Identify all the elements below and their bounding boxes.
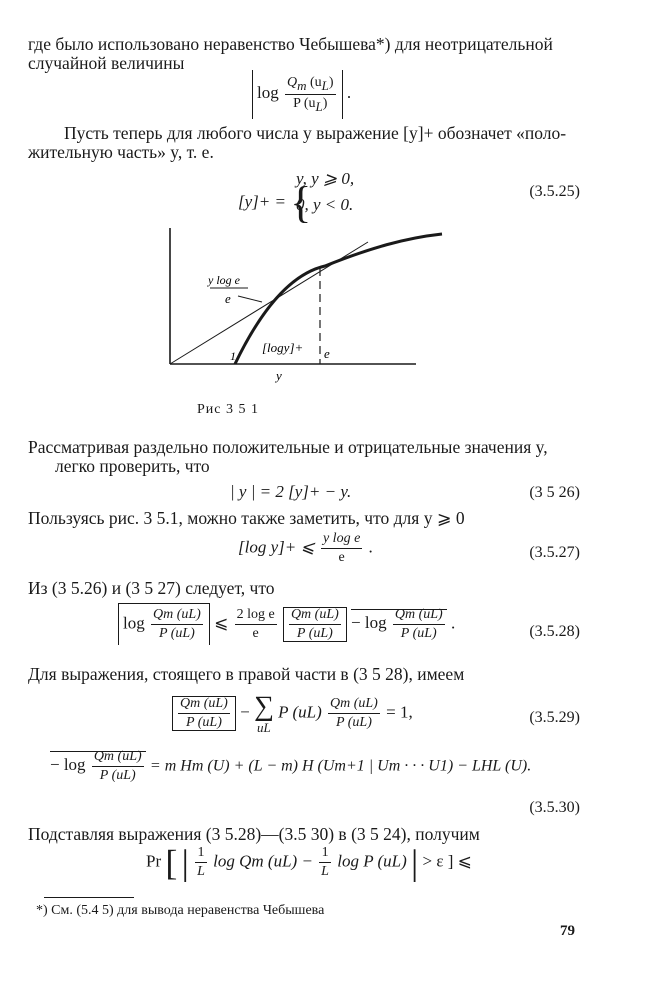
eq3525-case-1: y, y ⩾ 0, (296, 169, 355, 188)
eqfinal-log-p: log P (uL) (337, 851, 407, 871)
eq3529-minus: − (240, 702, 250, 722)
intro-line-1: где было использовано неравенство Чебышева*) для неотрицательной (28, 34, 553, 54)
eq3528-frac-num-3: Qm (uL) (393, 608, 445, 625)
eq3527-number: (3.5.27) (529, 544, 580, 561)
eqfinal-close-abs: | (411, 842, 419, 883)
para2-line-1: Пусть теперь для любого числа y выражение [y]+ обозначет «поло- (64, 123, 567, 143)
fig-label-ylog-den: e (225, 291, 231, 306)
eq3528-frac-den-2: P (uL) (296, 626, 333, 641)
eq3528-frac-num-1: Qm (uL) (151, 608, 203, 625)
eqfinal-one-b: 1 (319, 846, 331, 863)
eqfinal-pr: Pr (146, 851, 162, 871)
eq3526-number: (3 5 26) (529, 484, 580, 501)
eqfinal-log-q: log Qm (uL) − (213, 851, 313, 871)
eq-abs-num-arg-close: ) (328, 75, 334, 90)
fig-label-ylog-num: y log e (208, 273, 240, 287)
eq3529-frac-den-2: P (uL) (335, 715, 372, 730)
eq3529-p-term: P (uL) (278, 702, 322, 722)
equation-3-5-29 (172, 693, 413, 734)
eq3528-frac-den-1: P (uL) (158, 626, 195, 641)
eq3529-frac-num-2: Qm (uL) (328, 697, 380, 714)
eq3528-log: log (123, 613, 145, 633)
eq3530-frac-den: P (uL) (99, 768, 136, 783)
eq3529-frac-den-1: P (uL) (185, 715, 222, 730)
eq-abs-trail: . (346, 83, 352, 103)
eq3530-frac-num: Qm (uL) (92, 750, 144, 767)
eq-abs-num-arg-sub: L (321, 77, 329, 93)
figure-caption: Рис 3 5 1 (197, 402, 259, 417)
eq3525-case-2: 0, y < 0. (296, 195, 354, 214)
eq3530-minus-log: − log (50, 755, 86, 775)
equation-3-5-28 (118, 603, 455, 645)
equation-3-5-27 (238, 532, 373, 565)
eq3528-leq: ⩽ (214, 613, 229, 633)
eq-abs-num: Q (286, 75, 298, 90)
para2-line-2: жительную часть» y, т. е. (28, 142, 214, 162)
para5-line-1: Из (3 5.26) и (3 5 27) следует, что (28, 578, 275, 598)
para3-line-1: Рассматривая раздельно положительные и отрицательные значения y, (28, 437, 548, 457)
eq-abs-log-word: log (257, 83, 279, 103)
eq3528-trail: . (450, 613, 456, 633)
eq-abs-den: P (u (293, 95, 316, 111)
para3-line-2: легко проверить, что (55, 456, 210, 476)
fig-label-e: e (324, 346, 330, 361)
eq3525-lhs: [y]+ = (238, 191, 286, 211)
eq3528-minus-log: − log (351, 613, 387, 633)
eq-abs-num-arg: (u (310, 75, 322, 90)
eq3529-number: (3.5.29) (529, 709, 580, 726)
eq3528-number: (3.5.28) (529, 623, 580, 640)
equation-3-5-26: | y | = 2 [y]+ − y. (230, 482, 352, 501)
eq3528-frac-num-2: Qm (uL) (289, 608, 341, 625)
eq3527-den: e (338, 550, 345, 565)
intro-line-2: случайной величины (28, 53, 185, 73)
figure-3-5-1 (150, 222, 460, 392)
eqfinal-L-b: L (321, 864, 329, 879)
footnote-rule (44, 897, 134, 898)
eq3528-coef-num: 2 log e (235, 608, 277, 625)
equation-final (146, 842, 472, 883)
para4-line-1: Пользуясь рис. 3 5.1, можно также заметить, что для y ⩾ 0 (28, 508, 465, 528)
eqfinal-one-a: 1 (195, 846, 207, 863)
eq3529-sum: ∑ (253, 691, 274, 722)
eq3530-rhs: = m Hm (U) + (L − m) H (Um+1 | Um · · · U1) − LHL (U). (149, 757, 532, 775)
fig-label-leader (238, 296, 262, 302)
eq-abs-num-sub: m (297, 77, 307, 93)
eq-abs-den-sub: L (315, 98, 323, 114)
fig-label-one: 1 (230, 349, 236, 363)
eq3527-lhs: [log y]+ ⩽ (238, 537, 315, 557)
eq3528-frac-den-3: P (uL) (400, 626, 437, 641)
eq3529-frac-num-1: Qm (uL) (178, 697, 230, 714)
eqfinal-open-bracket: [ (165, 842, 178, 883)
eq3529-sum-sub: uL (257, 720, 271, 735)
eq3528-coef-den: e (252, 626, 259, 641)
eq-abs-den-close: ) (322, 95, 328, 111)
eq3527-trail: . (368, 537, 373, 557)
eq3527-num: y log e (321, 532, 362, 549)
equation-abs-log (252, 70, 351, 119)
eq3529-equals: = 1, (386, 702, 413, 722)
page-number: 79 (560, 923, 575, 939)
eq3525-brace: { (290, 178, 312, 227)
fig-label-logy: [logy]+ (262, 340, 304, 355)
eq3530-number: (3.5.30) (529, 799, 580, 816)
para7-line-1: Подставляя выражения (3 5.28)—(3.5 30) в (3 5 24), получим (28, 824, 480, 844)
eqfinal-tail: > ε ] ⩽ (422, 851, 472, 871)
eqfinal-L-a: L (197, 864, 205, 879)
para6-line-1: Для выражения, стоящего в правой части в (3 5 28), имеем (28, 664, 465, 684)
footnote-text: *) См. (5.4 5) для вывода неравенства Чебышева (36, 903, 325, 918)
fig-label-y: y (276, 368, 282, 383)
eqfinal-open-abs: | (181, 842, 189, 883)
eq3525-number: (3.5.25) (529, 183, 580, 200)
equation-3-5-30 (50, 750, 531, 783)
